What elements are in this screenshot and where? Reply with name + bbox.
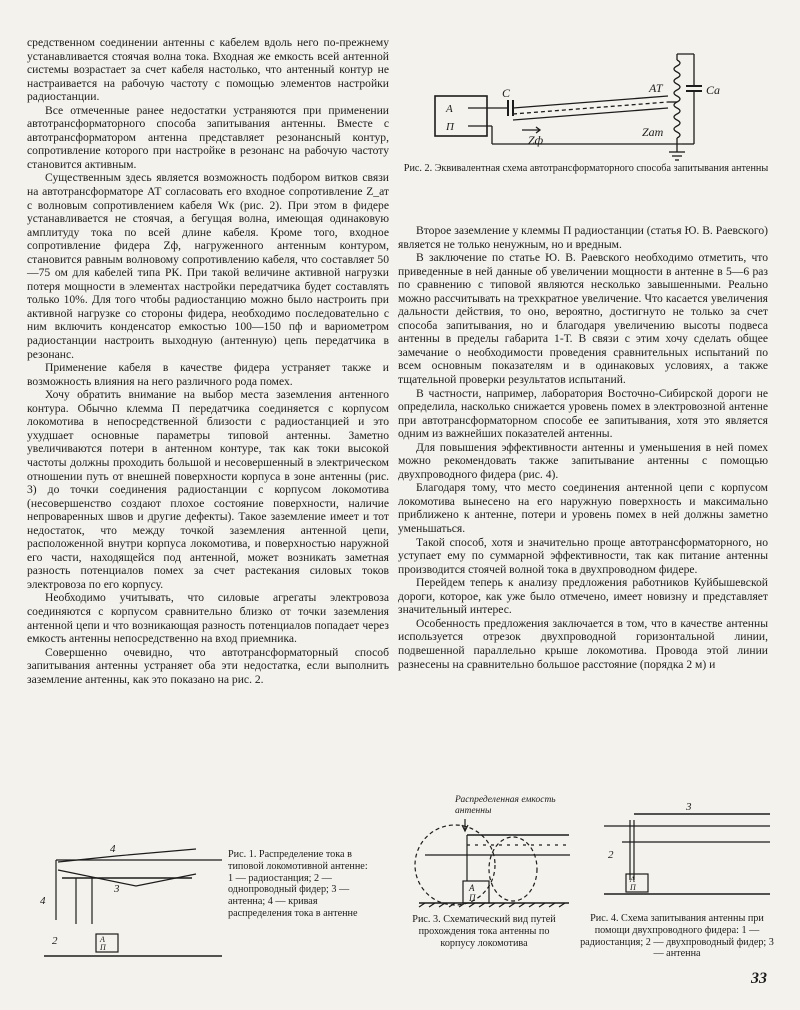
paragraph: Особенность предложения заключается в том, что в качестве антенны используется отрезок двухпроводной горизонтальной линии, подвешенной параллельно крыше локомотива. Провода этой линии разнесены на сравнительно большое расстояние (порядка 2 м) и bbox=[398, 616, 768, 671]
fig1-label-4: 4 bbox=[110, 843, 116, 855]
paragraph: Применение кабеля в качестве фидера устраняет также и возможность влияния на него различного рода помех. bbox=[27, 361, 389, 388]
paragraph: В заключение по статье Ю. В. Раевского необходимо отметить, что приведенные в ней данные об увеличении мощности в антенне в 5—6 раз по сравнению с типовой являются несколько завышенными. Реально можно рассчитывать на трехкратное увеличение. Что касается увеличения дальности действия, то оно, вероятно, достигнуто не только за счет способа запитывания, но и благодаря увеличению высоты подвеса антенны в пределы габарита 1-Т. В связи с этим хочу сделать общее замечание о необходимости проведения сравнительных испытаний по всем основным показателям и в одинаковых условиях, а также тщательной проверки результатов испытаний. bbox=[398, 251, 768, 387]
paragraph: средственном соединении антенны с кабелем вдоль него по-прежнему устанавливается стоячая волна тока. Входная же емкость всей антенной системы возрастает за счет кабеля настолько, что антенный контур не настраивается на рабочую частоту с помощью элементов настройки радиостанции. bbox=[27, 36, 389, 104]
fig2-label-at: АТ bbox=[649, 81, 663, 95]
figure-4-caption: Рис. 4. Схема запитывания антенны при помощи двухпроводного фидера: 1 — радиостанция; 2 — двухпроводный фидер; 3 — антенна bbox=[580, 913, 774, 960]
figure-3-annotation: Распределенная емкость антенны bbox=[455, 795, 556, 816]
figure-1-diagram bbox=[36, 842, 226, 960]
paragraph: Второе заземление у клеммы П радиостанции (статья Ю. В. Раевского) является не только ненужным, но и вредным. bbox=[398, 224, 768, 251]
fig2-label-c: С bbox=[502, 86, 511, 100]
fig2-label-a: А bbox=[446, 103, 453, 115]
paragraph: Хочу обратить внимание на выбор места заземления антенного контура. Обычно клемма П передатчика соединяется с корпусом локомотива в непосредственной близости с радиостанцией и это ухудшает основные параметры типовой антенны. Заметно увеличиваются потери в антенном контуре, так как токи высокой частоты должны проходить большой и несовершенный в электрическом отношении путь от внешней поверхности корпуса в зоне антенны (рис. 3) до точки соединения радиостанции с корпусом локомотива (несовершенство создают плохое состояние поверхности, наличие непроваренных швов и другие дефекты). Такое заземление имеет и тот недостаток, что между точкой заземления антенной цепи, расположенной внутри корпуса локомотива, и поверхностью наружной его части, находящейся под антенной, может возникать заметная разность потенциалов помех за счет растекания силовых токов электровоза по его корпусу. bbox=[27, 388, 389, 591]
fig3-label-p: П bbox=[469, 893, 476, 903]
paragraph: Для повышения эффективности антенны и уменьшения в ней помех можно рекомендовать также запитывание антенны с помощью двухпроводного фидера (рис. 4). bbox=[398, 440, 768, 481]
figure-3-caption: Рис. 3. Схематический вид путей прохождения тока антенны по корпусу локомотива bbox=[412, 914, 556, 949]
fig3-label-a: А bbox=[469, 883, 475, 893]
fig4-label-p: П bbox=[630, 883, 636, 892]
paragraph: Перейдем теперь к анализу предложения работников Куйбышевской дороги, которое, как уже было отмечено, имеет новизну и представляет значительный интерес. bbox=[398, 576, 768, 617]
paragraph: В частности, например, лаборатория Восточно-Сибирской дороги не определила, насколько снижается уровень помех в электровозной антенне при автотрансформаторном способе ее запитывания, хотя это является одним из важнейших показателей антенны. bbox=[398, 386, 768, 441]
left-column bbox=[27, 36, 389, 686]
figure-2-caption: Рис. 2. Эквивалентная схема автотрансформаторного способа запитывания антенны bbox=[403, 163, 769, 174]
right-column bbox=[398, 224, 768, 671]
fig2-label-p: П bbox=[446, 121, 454, 133]
paragraph: Все отмеченные ранее недостатки устраняются при применении автотрансформаторного способа запитывания антенны. Вместе с автотрансформатором антенна представляет резонансный контур, сопротивление которого при настройке в резонанс на рабочую частоту становится активным. bbox=[27, 103, 389, 171]
fig1-label-2: 2 bbox=[52, 935, 58, 947]
fig1-label-4b: 4 bbox=[40, 895, 46, 907]
paragraph: Необходимо учитывать, что силовые агрегаты электровоза соединяются с корпусом сравнительно близко от точки заземления антенной цепи и что возникающая разность потенциалов попадает через емкость антенны непосредственно на вход приемника. bbox=[27, 591, 389, 646]
paragraph: Существенным здесь является возможность подбором витков связи на автотрансформаторе АТ согласовать его входное сопротивление Z_ат с волновым сопротивлением кабеля Wк (рис. 2). При этом в фидере устанавливается не стоячая, а бегущая волна, имеющая одинаковую амплитуду тока по всей длине кабеля. Кроме того, входное сопротивление фидера Zф, нагруженного антенным контуром, становится равным волновому сопротивлению кабеля, что составляет 50—75 ом для кабелей типа РК. При такой величине активной нагрузки потеря мощности в элементах настройки передатчика будет составлять только 10%. Для того чтобы радиостанцию можно было настроить при активной нагрузке со стороны фидера, необходимо последовательно с ним включить конденсатор емкостью 100—150 пф и вариометром радиостанции настроить выходную (антенную) цепь передатчика в резонанс. bbox=[27, 171, 389, 361]
page-number: 33 bbox=[751, 970, 767, 987]
fig2-label-zf: Zф bbox=[528, 133, 544, 147]
figure-1-caption: Рис. 1. Распределение тока в типовой локомотивной антенне: 1 — радиостанция; 2 — однопроводный фидер; 3 — антенна; 4 — кривая распределения тока в антенне bbox=[228, 849, 368, 919]
figure-2-schematic bbox=[432, 40, 772, 162]
fig1-label-p: П bbox=[100, 943, 106, 952]
fig4-label-a: А bbox=[630, 875, 635, 884]
fig2-label-ca: Cа bbox=[706, 83, 721, 97]
paragraph: Благодаря тому, что место соединения антенной цепи с корпусом локомотива вынесено на его наружную поверхность и максимально приближено к антенне, потери и уровень помех в ней должны заметно уменьшаться. bbox=[398, 481, 768, 536]
fig2-label-zat: Zат bbox=[642, 125, 664, 139]
fig4-label-2: 2 bbox=[608, 849, 614, 861]
fig4-label-3: 3 bbox=[686, 801, 692, 813]
fig1-label-a: А bbox=[100, 935, 105, 944]
paragraph: Совершенно очевидно, что автотрансформаторный способ запитывания антенны устраняет оба эти недостатка, если выполнить заземление антенны, как это показано на рис. 2. bbox=[27, 645, 389, 686]
figure-4-diagram bbox=[600, 800, 772, 902]
fig1-label-3: 3 bbox=[114, 883, 120, 895]
paragraph: Такой способ, хотя и значительно проще автотрансформаторного, но уступает ему по суммарной эффективности, так как питание антенны производится стоячей волной тока в двухпроводном фидере. bbox=[398, 535, 768, 576]
